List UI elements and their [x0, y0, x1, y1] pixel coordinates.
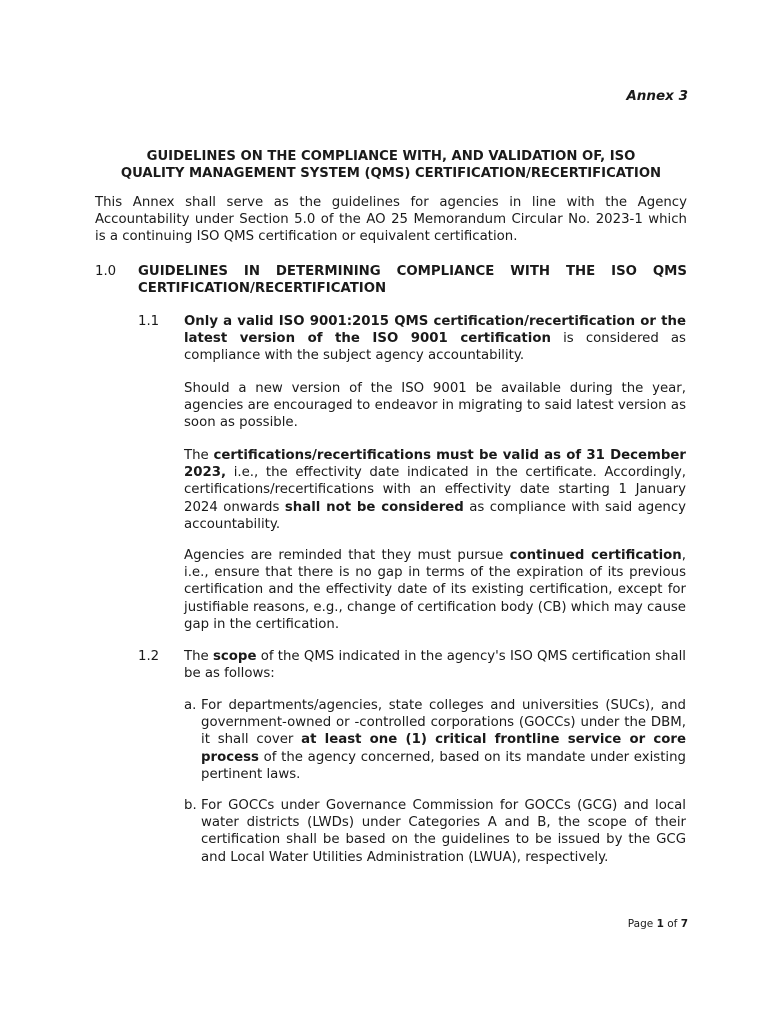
title-line-1: GUIDELINES ON THE COMPLIANCE WITH, AND VALIDATION OF, ISO — [146, 149, 636, 164]
emphasis: scope — [213, 649, 257, 664]
text-run: The — [184, 649, 213, 664]
page-of-label: of — [667, 918, 678, 930]
emphasis: at least one (1) critical frontline service or core process — [201, 732, 686, 765]
text-run: is considered as compliance with the subject agency accountability. — [184, 331, 686, 364]
subsection-number-1-2: 1.2 — [138, 649, 160, 664]
page-total: 7 — [680, 918, 688, 930]
subsection-1-1-paragraph-4 — [184, 547, 686, 633]
subsection-1-1-paragraph-3 — [184, 447, 686, 533]
emphasis: shall not be considered — [284, 499, 464, 515]
text-run: i.e., the effectivity date indicated in the certificate. Accordingly, certifications/recertifications with an effectivity date starting 1 January 2024 onwards — [184, 465, 686, 515]
section-heading: GUIDELINES IN DETERMINING COMPLIANCE WITH THE ISO QMS CERTIFICATION/RECERTIFICATION — [138, 264, 687, 297]
subsection-1-1-paragraph-2: Should a new version of the ISO 9001 be available during the year, agencies are encouraged to endeavor in migrating to said latest version as soon as possible. — [184, 381, 686, 431]
title-line-2: QUALITY MANAGEMENT SYSTEM (QMS) CERTIFICATION/RECERTIFICATION — [120, 166, 662, 181]
emphasis: continued certification — [509, 548, 682, 563]
text-run: as compliance with said agency accountability. — [184, 499, 686, 532]
section-number: 1.0 — [95, 264, 117, 279]
list-item-text: For GOCCs under Governance Commission for GOCCs (GCG) and local water districts (LWDs) under Categories A and B, the scope of their certification shall be based on the guidelines to be issued by the GCG and Local Water Utilities Administration (LWUA), respectively. — [201, 798, 686, 865]
emphasis: Only a valid ISO 9001:2015 QMS certification/recertification or the latest version of the ISO 9001 certification — [184, 314, 686, 347]
list-item-b — [184, 797, 686, 866]
annex-label: Annex 3 — [626, 88, 688, 104]
subsection-number-1-1: 1.1 — [138, 314, 160, 329]
emphasis: certifications/recertifications must be valid as of 31 December 2023, — [184, 448, 686, 481]
document-title — [95, 148, 687, 182]
page-current: 1 — [656, 918, 664, 930]
text-run: The — [184, 448, 214, 463]
list-item-text — [201, 697, 686, 783]
subsection-1-2-paragraph-1 — [184, 648, 686, 682]
subsection-1-1-paragraph-1 — [184, 313, 686, 365]
list-marker: b. — [184, 798, 197, 813]
text-run: of the QMS indicated in the agency's ISO QMS certification shall be as follows: — [184, 649, 687, 682]
text-run: Agencies are reminded that they must pursue — [184, 548, 510, 563]
text-run: of the agency concerned, based on its mandate under existing pertinent laws. — [201, 749, 686, 782]
list-item-a — [184, 697, 686, 783]
list-marker: a. — [184, 698, 197, 713]
intro-paragraph: This Annex shall serve as the guidelines for agencies in line with the Agency Accountability under Section 5.0 of the AO 25 Memorandum Circular No. 2023-1 which is a continuing ISO QMS certification or equivalent certification. — [95, 195, 687, 245]
text-run: For departments/agencies, state colleges and universities (SUCs), and government-owned or -controlled corporations (GOCCs) under the DBM, it shall cover — [201, 698, 686, 748]
page-label: Page — [627, 918, 654, 930]
text-run: , i.e., ensure that there is no gap in terms of the expiration of its previous certification and the effectivity date of its existing certification, except for justifiable reasons, e.g., change of certification body (CB) which may cause gap in the certification. — [184, 548, 686, 632]
page-number — [600, 918, 688, 931]
